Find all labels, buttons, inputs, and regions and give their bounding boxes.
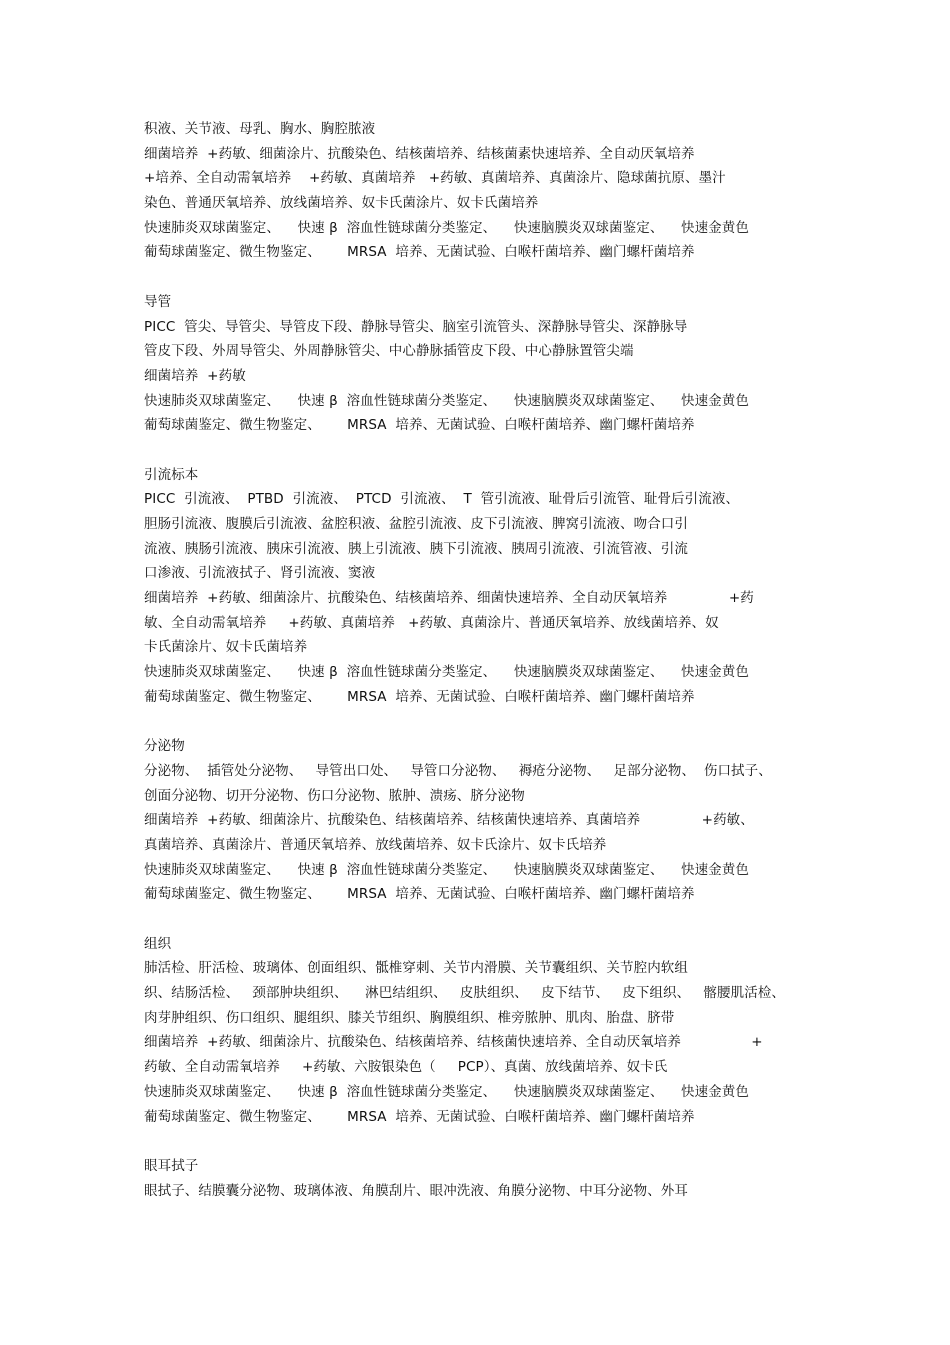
section-heading: 组织 [144, 935, 172, 952]
text-line: 细菌培养 +药敏 [144, 367, 246, 384]
text-line: 葡萄球菌鉴定、微生物鉴定、 MRSA 培养、无菌试验、白喉杆菌培养、幽门螺杆菌培养 [144, 688, 695, 705]
text-line: 细菌培养 +药敏、细菌涂片、抗酸染色、结核菌培养、结核菌素快速培养、全自动厌氧培养 [144, 145, 695, 162]
text-line: 药敏、全自动需氧培养 +药敏、六胺银染色（ PCP）、真菌、放线菌培养、奴卡氏 [144, 1059, 668, 1076]
text-line: 眼拭子、结膜囊分泌物、玻璃体液、角膜刮片、眼冲洗液、角膜分泌物、中耳分泌物、外耳 [144, 1182, 688, 1199]
section-gap [144, 438, 814, 463]
text-line: PICC 管尖、导管尖、导管皮下段、静脉导管尖、脑室引流管头、深静脉导管尖、深静脉导 [144, 318, 688, 335]
text-line: +培养、全自动需氧培养 +药敏、真菌培养 +药敏、真菌培养、真菌涂片、隐球菌抗原、墨汁 [144, 170, 726, 187]
text-line: 快速肺炎双球菌鉴定、 快速 β 溶血性链球菌分类鉴定、 快速脑膜炎双球菌鉴定、 快速金黄色 [144, 861, 749, 878]
text-line: 葡萄球菌鉴定、微生物鉴定、 MRSA 培养、无菌试验、白喉杆菌培养、幽门螺杆菌培养 [144, 244, 695, 261]
section-heading: 眼耳拭子 [144, 1157, 199, 1174]
text-line: PICC 引流液、 PTBD 引流液、 PTCD 引流液、 T 管引流液、耻骨后引流管、耻骨后引流液、 [144, 491, 740, 508]
text-line: 真菌培养、真菌涂片、普通厌氧培养、放线菌培养、奴卡氏涂片、奴卡氏培养 [144, 836, 607, 853]
text-line: 敏、全自动需氧培养 +药敏、真菌培养 +药敏、真菌涂片、普通厌氧培养、放线菌培养、奴 [144, 614, 719, 631]
text-line: 流液、胰肠引流液、胰床引流液、胰上引流液、胰下引流液、胰周引流液、引流管液、引流 [144, 540, 688, 557]
section-effusion [144, 117, 814, 265]
text-line: 快速肺炎双球菌鉴定、 快速 β 溶血性链球菌分类鉴定、 快速脑膜炎双球菌鉴定、 快速金黄色 [144, 219, 749, 236]
text-line: 创面分泌物、切开分泌物、伤口分泌物、脓肿、溃疡、脐分泌物 [144, 787, 525, 804]
text-line: 染色、普通厌氧培养、放线菌培养、奴卡氏菌涂片、奴卡氏菌培养 [144, 195, 539, 212]
text-line: 卡氏菌涂片、奴卡氏菌培养 [144, 639, 308, 656]
document-page [144, 117, 814, 1203]
section-drainage [144, 463, 814, 710]
section-heading: 引流标本 [144, 466, 199, 483]
section-heading: 导管 [144, 293, 172, 310]
text-line: 积液、关节液、母乳、胸水、胸腔脓液 [144, 121, 376, 137]
text-line: 细菌培养 +药敏、细菌涂片、抗酸染色、结核菌培养、结核菌快速培养、全自动厌氧培养 + [144, 1034, 763, 1051]
text-line: 口渗液、引流液拭子、肾引流液、窦液 [144, 565, 376, 582]
text-line: 肺活检、肝活检、玻璃体、创面组织、骶椎穿刺、关节内滑膜、关节囊组织、关节腔内软组 [144, 960, 688, 977]
text-line: 细菌培养 +药敏、细菌涂片、抗酸染色、结核菌培养、结核菌快速培养、真菌培养 +药敏、 [144, 812, 754, 829]
section-catheter [144, 290, 814, 438]
text-line: 快速肺炎双球菌鉴定、 快速 β 溶血性链球菌分类鉴定、 快速脑膜炎双球菌鉴定、 快速金黄色 [144, 664, 749, 681]
section-secretion [144, 734, 814, 907]
text-line: 葡萄球菌鉴定、微生物鉴定、 MRSA 培养、无菌试验、白喉杆菌培养、幽门螺杆菌培养 [144, 886, 695, 903]
text-line: 分泌物、 插管处分泌物、 导管出口处、 导管口分泌物、 褥疮分泌物、 足部分泌物、 伤口拭子、 [144, 762, 772, 779]
text-line: 织、结肠活检、 颈部肿块组织、 淋巴结组织、 皮肤组织、 皮下结节、 皮下组织、 髂腰肌活检、 [144, 985, 786, 1002]
text-line: 胆肠引流液、腹膜后引流液、盆腔积液、盆腔引流液、皮下引流液、脾窝引流液、吻合口引 [144, 516, 688, 532]
text-line: 葡萄球菌鉴定、微生物鉴定、 MRSA 培养、无菌试验、白喉杆菌培养、幽门螺杆菌培养 [144, 417, 695, 434]
text-line: 快速肺炎双球菌鉴定、 快速 β 溶血性链球菌分类鉴定、 快速脑膜炎双球菌鉴定、 快速金黄色 [144, 1083, 749, 1100]
text-line: 快速肺炎双球菌鉴定、 快速 β 溶血性链球菌分类鉴定、 快速脑膜炎双球菌鉴定、 快速金黄色 [144, 392, 749, 409]
text-line: 细菌培养 +药敏、细菌涂片、抗酸染色、结核菌培养、细菌快速培养、全自动厌氧培养 +药 [144, 590, 754, 607]
section-gap [144, 1129, 814, 1154]
section-gap [144, 710, 814, 735]
section-eye-ear-swab [144, 1154, 814, 1203]
text-line: 葡萄球菌鉴定、微生物鉴定、 MRSA 培养、无菌试验、白喉杆菌培养、幽门螺杆菌培养 [144, 1108, 695, 1125]
section-gap [144, 907, 814, 932]
section-gap [144, 265, 814, 290]
section-tissue [144, 932, 814, 1130]
text-line: 肉芽肿组织、伤口组织、腿组织、膝关节组织、胸膜组织、椎旁脓肿、肌肉、胎盘、脐带 [144, 1009, 675, 1026]
text-line: 管皮下段、外周导管尖、外周静脉管尖、中心静脉插管皮下段、中心静脉置管尖端 [144, 343, 634, 360]
section-heading: 分泌物 [144, 738, 185, 755]
